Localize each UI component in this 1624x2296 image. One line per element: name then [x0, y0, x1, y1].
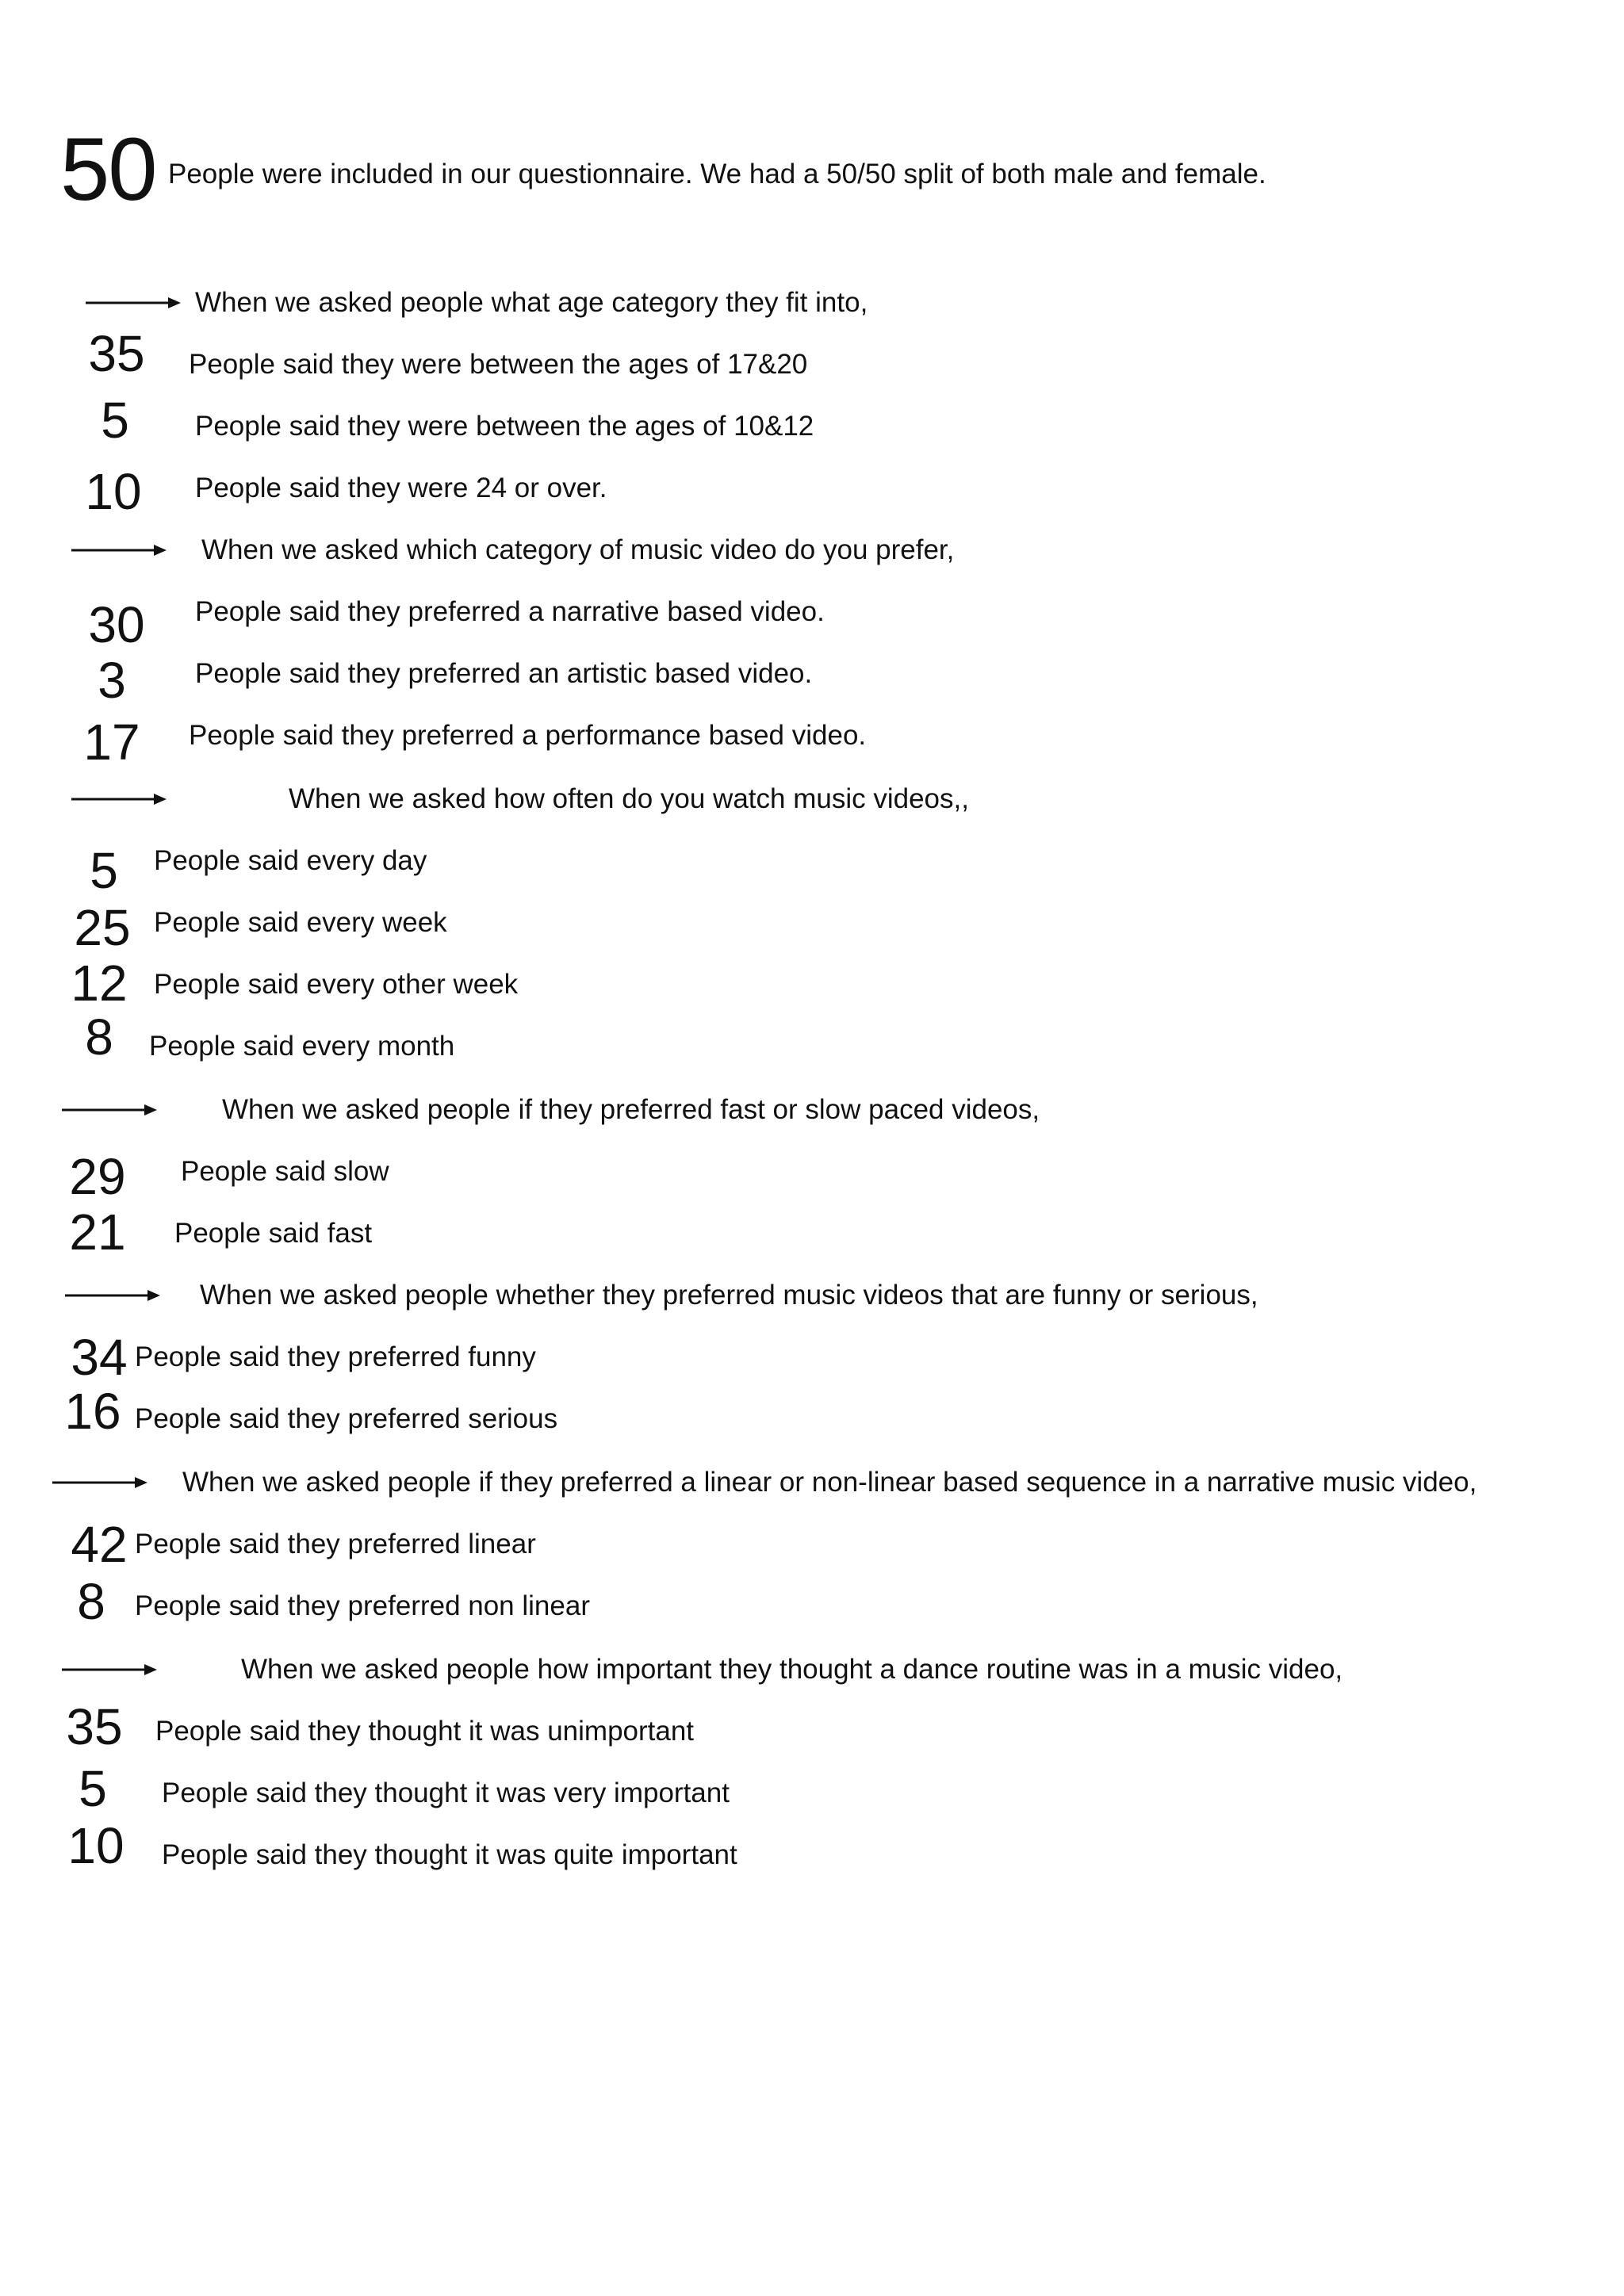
answer-count: 5 [90, 842, 118, 899]
answer-text: People said they preferred linear [135, 1529, 536, 1559]
arrow-right-icon [52, 1475, 147, 1490]
intro-text: People were included in our questionnaire. We had a 50/50 split of both male and female. [168, 159, 1266, 189]
answer-text: People said every day [154, 845, 427, 876]
question-dance-text: When we asked people how important they thought a dance routine was in a music video, [241, 1654, 1343, 1685]
answer-text: People said they preferred funny [135, 1341, 536, 1372]
answer-count: 16 [64, 1383, 121, 1440]
answer-count: 25 [74, 899, 131, 956]
answer-count: 10 [67, 1817, 124, 1874]
answer-text: People said they thought it was unimportant [155, 1716, 695, 1747]
answer-text: People said they thought it was quite important [162, 1839, 737, 1870]
answer-count: 21 [69, 1203, 126, 1261]
arrow-right-icon [62, 1102, 157, 1118]
answer-text: People said every month [149, 1031, 455, 1062]
answer-count: 5 [101, 392, 129, 449]
answer-count: 8 [85, 1008, 113, 1066]
question-sequence-text: When we asked people if they preferred a linear or non-linear based sequence in a narrative music video, [182, 1467, 1477, 1498]
answer-text: People said they were between the ages of 10&12 [195, 411, 814, 442]
arrow-right-icon [62, 1662, 157, 1678]
answer-text: People said they thought it was very important [162, 1777, 730, 1808]
question-frequency-text: When we asked how often do you watch music videos,, [289, 783, 969, 814]
answer-count: 29 [69, 1148, 126, 1205]
answer-count: 42 [71, 1516, 128, 1573]
intro-total-count: 50 [60, 120, 156, 219]
question-pace-text: When we asked people if they preferred fast or slow paced videos, [222, 1094, 1040, 1125]
answer-count: 35 [88, 325, 145, 382]
answer-count: 10 [85, 463, 142, 520]
answer-count: 30 [88, 596, 145, 653]
answer-count: 12 [71, 955, 128, 1012]
answer-text: People said they preferred a narrative based video. [195, 596, 825, 627]
answer-text: People said they preferred non linear [135, 1590, 590, 1621]
question-category-text: When we asked which category of music video do you prefer, [201, 534, 955, 565]
answer-text: People said they were between the ages of 17&20 [189, 349, 808, 380]
answer-text: People said slow [181, 1156, 389, 1187]
answer-count: 34 [71, 1329, 128, 1386]
answer-text: People said fast [174, 1218, 373, 1249]
answer-count: 17 [83, 714, 140, 771]
arrow-right-icon [65, 1288, 160, 1303]
answer-text: People said they preferred an artistic based video. [195, 658, 813, 689]
answer-text: People said every other week [154, 969, 519, 1000]
answer-count: 8 [77, 1573, 105, 1630]
arrow-right-icon [71, 542, 167, 558]
arrow-right-icon [71, 791, 167, 807]
answer-text: People said they preferred a performance based video. [189, 720, 867, 751]
answer-count: 35 [66, 1698, 123, 1755]
answer-text: People said they were 24 or over. [195, 473, 607, 503]
arrow-right-icon [86, 295, 181, 311]
question-tone-text: When we asked people whether they preferred music videos that are funny or serious, [200, 1280, 1258, 1311]
answer-text: People said every week [154, 907, 447, 938]
answer-count: 5 [79, 1760, 107, 1817]
question-age-text: When we asked people what age category they fit into, [195, 287, 868, 318]
answer-count: 3 [98, 652, 126, 709]
answer-text: People said they preferred serious [135, 1403, 558, 1434]
